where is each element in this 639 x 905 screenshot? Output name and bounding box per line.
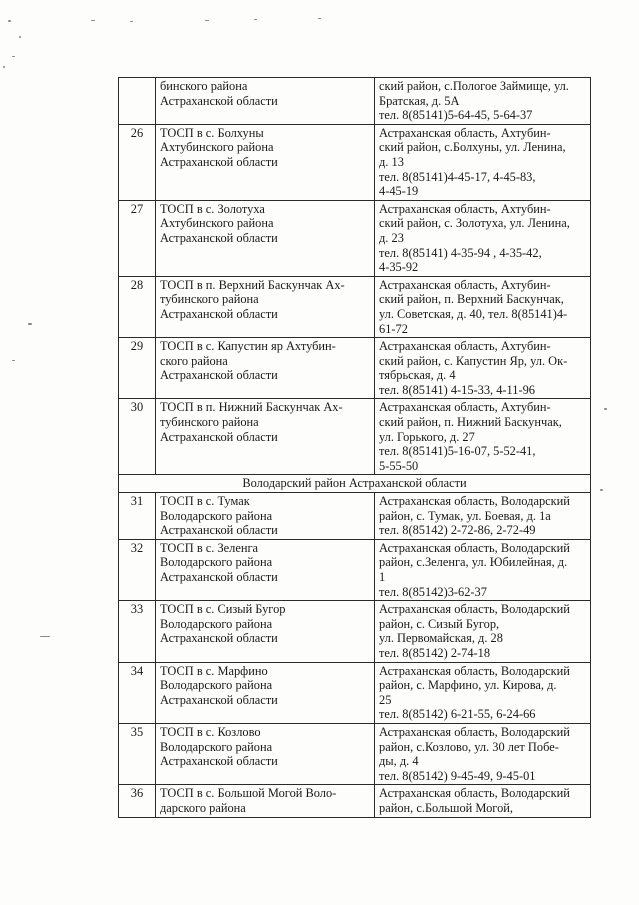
scan-speck (28, 323, 32, 325)
scan-speck (19, 36, 21, 38)
office-name: ТОСП в с. Золотуха Ахтубинского района Астраханской области (156, 200, 375, 276)
section-title: Володарский район Астраханской области (119, 475, 591, 493)
table-row (119, 200, 591, 276)
row-number: 31 (119, 493, 156, 540)
row-number: 35 (119, 723, 156, 784)
scan-speck (91, 20, 95, 21)
office-address: Астраханская область, Володарский район, с. Тумак, ул. Боевая, д. 1а тел. 8(85142) 2-72-86, 2-72-49 (375, 493, 591, 540)
table-body-volodarsky (119, 493, 591, 817)
scan-speck (12, 360, 15, 361)
table-row (119, 338, 591, 399)
office-name: ТОСП в с. Сизый Бугор Володарского района Астраханской области (156, 601, 375, 662)
office-address: Астраханская область, Володарский район, с.Козлово, ул. 30 лет Побе- ды, д. 4 тел. 8(85142) 9-45-49, 9-45-01 (375, 723, 591, 784)
office-address: Астраханская область, Володарский район, с.Зеленга, ул. Юбилейная, д. 1 тел. 8(85142)3-62-37 (375, 539, 591, 600)
table-row (119, 399, 591, 475)
office-address: Астраханская область, Володарский район, с. Марфино, ул. Кирова, д. 25 тел. 8(85142) 6-21-55, 6-24-66 (375, 662, 591, 723)
scan-speck (254, 19, 257, 20)
row-number: 29 (119, 338, 156, 399)
scan-speck (600, 489, 603, 491)
office-address: Астраханская область, Ахтубин- ский район, с.Болхуны, ул. Ленина, д. 13 тел. 8(85141)4-45-17, 4-45-83, 4-45-19 (375, 124, 591, 200)
table-row (119, 723, 591, 784)
table-row (119, 493, 591, 540)
scan-speck (12, 56, 15, 57)
scan-speck (130, 21, 133, 22)
office-address: ский район, с.Пологое Займище, ул. Братская, д. 5А тел. 8(85141)5-64-45, 5-64-37 (375, 78, 591, 125)
row-number: 33 (119, 601, 156, 662)
row-number: 34 (119, 662, 156, 723)
office-address: Астраханская область, Ахтубин- ский район, с. Золотуха, ул. Ленина, д. 23 тел. 8(85141) 4-35-94 , 4-35-42, 4-35-92 (375, 200, 591, 276)
scan-speck (40, 636, 50, 637)
row-number: 30 (119, 399, 156, 475)
table-row (119, 662, 591, 723)
row-number (119, 78, 156, 125)
office-name: ТОСП в п. Верхний Баскунчак Ах- тубинского района Астраханской области (156, 276, 375, 337)
office-address: Астраханская область, Володарский район, с.Большой Могой, (375, 785, 591, 817)
office-name: ТОСП в п. Нижний Баскунчак Ах- тубинского района Астраханской области (156, 399, 375, 475)
office-name: ТОСП в с. Болхуны Ахтубинского района Астраханской области (156, 124, 375, 200)
row-number: 28 (119, 276, 156, 337)
section-row (119, 475, 591, 493)
row-number: 32 (119, 539, 156, 600)
table-row (119, 78, 591, 125)
table-row (119, 601, 591, 662)
scan-speck (604, 408, 607, 410)
office-name: ТОСП в с. Тумак Володарского района Астраханской области (156, 493, 375, 540)
office-address: Астраханская область, Ахтубин- ский район, п. Нижний Баскунчак, ул. Горького, д. 27 тел. 8(85141)5-16-07, 5-52-41, 5-55-50 (375, 399, 591, 475)
table-row (119, 785, 591, 817)
table-row (119, 124, 591, 200)
office-name: ТОСП в с. Капустин яр Ахтубин- ского района Астраханской области (156, 338, 375, 399)
office-name: ТОСП в с. Зеленга Володарского района Астраханской области (156, 539, 375, 600)
offices-table (118, 77, 591, 818)
row-number: 26 (119, 124, 156, 200)
office-name: бинского района Астраханской области (156, 78, 375, 125)
office-name: ТОСП в с. Марфино Володарского района Астраханской области (156, 662, 375, 723)
table-row (119, 276, 591, 337)
table-section (119, 475, 591, 493)
table-body-akhtubinsky (119, 78, 591, 475)
scan-speck (3, 66, 5, 68)
office-name: ТОСП в с. Большой Могой Воло- дарского района (156, 785, 375, 817)
row-number: 36 (119, 785, 156, 817)
table-row (119, 539, 591, 600)
office-address: Астраханская область, Ахтубин- ский район, п. Верхний Баскунчак, ул. Советская, д. 40, тел. 8(85141)4- 61-72 (375, 276, 591, 337)
office-name: ТОСП в с. Козлово Володарского района Астраханской области (156, 723, 375, 784)
scan-speck (8, 20, 11, 22)
office-address: Астраханская область, Ахтубин- ский район, с. Капустин Яр, ул. Ок- тябрьская, д. 4 тел. 8(85141) 4-15-33, 4-11-96 (375, 338, 591, 399)
scan-speck (205, 20, 209, 21)
office-address: Астраханская область, Володарский район, с. Сизый Бугор, ул. Первомайская, д. 28 тел. 8(85142) 2-74-18 (375, 601, 591, 662)
row-number: 27 (119, 200, 156, 276)
scan-speck (318, 18, 321, 19)
